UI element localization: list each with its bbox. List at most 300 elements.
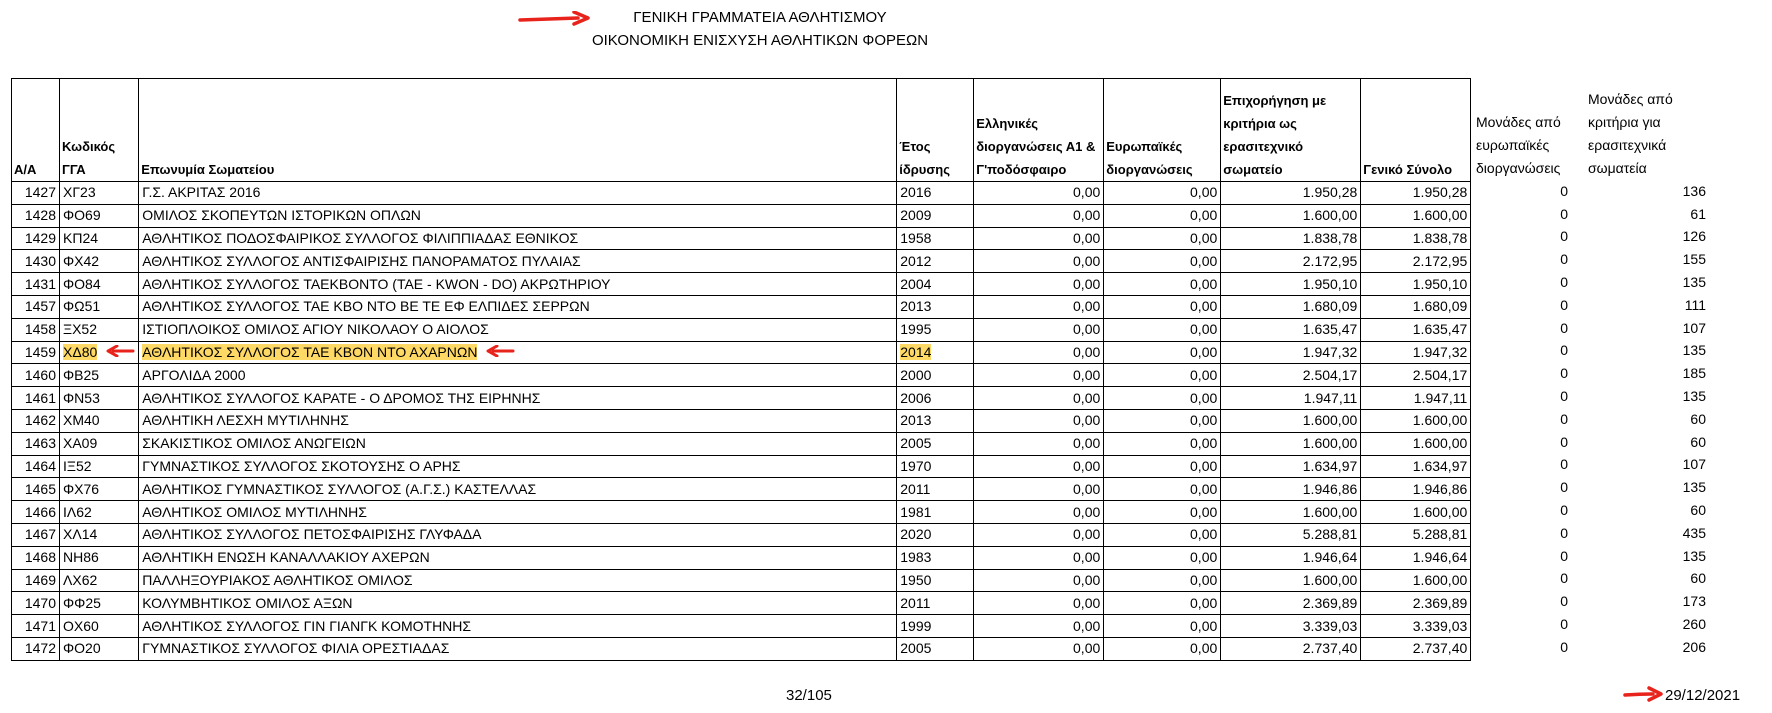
units-row: [1474, 499, 1714, 522]
table-row: [12, 227, 1471, 250]
cell-year: [897, 318, 974, 341]
cell-euro-text: 0,00: [1190, 366, 1218, 383]
cell-aa: [12, 501, 60, 524]
cell-grant-text: 2.172,95: [1302, 252, 1358, 269]
units-row: [1474, 568, 1714, 591]
cell-greek: [974, 387, 1104, 410]
cell-greek: [974, 523, 1104, 546]
cell-name-text: ΑΘΛΗΤΙΚΟΣ ΓΥΜΝΑΣΤΙΚΟΣ ΣΥΛΛΟΓΟΣ (Α.Γ.Σ.) ΚΑΣΤΕΛΛΑΣ: [142, 480, 537, 497]
cell-units-euro: 0: [1560, 547, 1568, 564]
cell-name: [139, 341, 897, 364]
cell-units-amateur: 126: [1682, 228, 1706, 245]
cell-name: [139, 318, 897, 341]
cell-name: [139, 364, 897, 387]
cell-aa: [12, 546, 60, 569]
cell-units-amateur: 60: [1690, 502, 1706, 519]
cell-units-euro: 0: [1560, 319, 1568, 336]
cell-units-amateur: 206: [1682, 638, 1706, 655]
cell-year-text: 1995: [900, 321, 932, 338]
cell-aa-text: 1463: [24, 435, 56, 452]
units-row: [1474, 545, 1714, 568]
cell-name-text: ΑΘΛΗΤΙΚΟΣ ΣΥΛΛΟΓΟΣ ΠΕΤΟΣΦΑΙΡΙΣΗΣ ΓΛΥΦΑΔΑ: [142, 526, 482, 543]
cell-year: [897, 523, 974, 546]
cell-code: [60, 295, 139, 318]
cell-year-text: 2009: [900, 207, 932, 224]
cell-total-text: 1.600,00: [1412, 207, 1468, 224]
cell-name-text: ΑΘΛΗΤΙΚΟΣ ΠΟΔΟΣΦΑΙΡΙΚΟΣ ΣΥΛΛΟΓΟΣ ΦΙΛΙΠΠΙΑΔΑΣ ΕΘΝΙΚΟΣ: [142, 229, 579, 246]
cell-greek-text: 0,00: [1073, 457, 1101, 474]
cell-total: [1361, 204, 1471, 227]
cell-name-text: ΑΘΛΗΤΙΚΟΣ ΣΥΛΛΟΓΟΣ ΤΑΕ ΚΒΟΝ ΝΤΟ ΑΧΑΡΝΩΝ: [142, 343, 478, 360]
cell-units-amateur: 435: [1682, 524, 1706, 541]
cell-grant-text: 2.369,89: [1302, 594, 1358, 611]
cell-aa-text: 1457: [24, 298, 56, 315]
table-row: [12, 387, 1471, 410]
cell-code-text: ΧΓ23: [63, 184, 96, 201]
cell-aa: [12, 387, 60, 410]
cell-code: [60, 432, 139, 455]
cell-units-amateur: 60: [1690, 410, 1706, 427]
cell-units-amateur: 135: [1682, 388, 1706, 405]
cell-aa-text: 1429: [24, 229, 56, 246]
cell-grant: [1221, 341, 1361, 364]
units-row: [1474, 636, 1714, 659]
cell-greek-text: 0,00: [1073, 412, 1101, 429]
cell-name: [139, 250, 897, 273]
cell-euro: [1104, 182, 1221, 205]
units-row: [1474, 340, 1714, 363]
cell-grant: [1221, 273, 1361, 296]
cell-euro-text: 0,00: [1190, 275, 1218, 292]
cell-grant-text: 1.600,00: [1302, 503, 1358, 520]
cell-name-text: ΑΘΛΗΤΙΚΟΣ ΣΥΛΛΟΓΟΣ ΑΝΤΙΣΦΑΙΡΙΣΗΣ ΠΑΝΟΡΑΜΑΤΟΣ ΠΥΛΑΙΑΣ: [142, 252, 581, 269]
cell-aa: [12, 204, 60, 227]
cell-code: [60, 318, 139, 341]
cell-greek-text: 0,00: [1073, 617, 1101, 634]
cell-aa: [12, 523, 60, 546]
cell-euro-text: 0,00: [1190, 184, 1218, 201]
cell-units-euro: 0: [1560, 251, 1568, 268]
cell-euro: [1104, 569, 1221, 592]
cell-aa: [12, 182, 60, 205]
cell-aa-text: 1471: [24, 617, 56, 634]
cell-aa-text: 1462: [24, 412, 56, 429]
cell-code: [60, 204, 139, 227]
cell-code-text: ΟΧ60: [63, 617, 99, 634]
cell-year: [897, 637, 974, 660]
table-row: [12, 523, 1471, 546]
cell-code: [60, 409, 139, 432]
cell-name: [139, 295, 897, 318]
table-row: [12, 295, 1471, 318]
table-row: [12, 637, 1471, 660]
cell-aa-text: 1469: [24, 571, 56, 588]
cell-name: [139, 227, 897, 250]
cell-units-euro: 0: [1560, 342, 1568, 359]
cell-grant-text: 1.838,78: [1302, 229, 1358, 246]
cell-euro: [1104, 387, 1221, 410]
cell-greek-text: 0,00: [1073, 640, 1101, 657]
cell-total-text: 2.504,17: [1412, 366, 1468, 383]
cell-units-amateur: 155: [1682, 251, 1706, 268]
cell-aa: [12, 432, 60, 455]
cell-euro-text: 0,00: [1190, 252, 1218, 269]
cell-code-text: ΛΧ62: [63, 571, 98, 588]
cell-euro: [1104, 227, 1221, 250]
cell-euro-text: 0,00: [1190, 298, 1218, 315]
cell-greek: [974, 432, 1104, 455]
cell-year: [897, 227, 974, 250]
cell-grant-text: 1.950,10: [1302, 275, 1358, 292]
cell-total-text: 1.838,78: [1412, 229, 1468, 246]
cell-greek: [974, 455, 1104, 478]
cell-total: [1361, 569, 1471, 592]
units-body: [1474, 180, 1714, 659]
cell-total-text: 1.946,86: [1412, 480, 1468, 497]
cell-grant: [1221, 409, 1361, 432]
cell-grant-text: 1.946,64: [1302, 549, 1358, 566]
cell-year-text: 2011: [900, 594, 931, 611]
cell-code-text: ΝΗ86: [63, 549, 99, 566]
cell-grant: [1221, 250, 1361, 273]
header-name: Επωνυμία Σωματείου: [139, 79, 897, 182]
cell-greek: [974, 204, 1104, 227]
cell-code: [60, 227, 139, 250]
table-row: [12, 546, 1471, 569]
cell-greek-text: 0,00: [1073, 594, 1101, 611]
cell-name: [139, 592, 897, 615]
cell-euro: [1104, 204, 1221, 227]
cell-code-text: ΦΒ25: [63, 366, 100, 383]
cell-greek-text: 0,00: [1073, 549, 1101, 566]
cell-code: [60, 501, 139, 524]
cell-year: [897, 501, 974, 524]
cell-grant-text: 2.737,40: [1302, 640, 1358, 657]
cell-units-euro: 0: [1560, 593, 1568, 610]
header-units-euro: Μονάδες από ευρωπαϊκές διοργανώσεις: [1476, 114, 1561, 176]
cell-total-text: 1.946,64: [1412, 549, 1468, 566]
cell-euro-text: 0,00: [1190, 321, 1218, 338]
cell-name-text: ΣΚΑΚΙΣΤΙΚΟΣ ΟΜΙΛΟΣ ΑΝΩΓΕΙΩΝ: [142, 435, 366, 452]
header-greek: Ελληνικές διοργανώσεις Α1 & Γ'ποδόσφαιρο: [974, 79, 1104, 182]
cell-greek: [974, 318, 1104, 341]
cell-aa-text: 1465: [24, 480, 56, 497]
cell-grant: [1221, 592, 1361, 615]
cell-greek: [974, 273, 1104, 296]
cell-code: [60, 364, 139, 387]
cell-euro-text: 0,00: [1190, 640, 1218, 657]
cell-units-amateur: 107: [1682, 319, 1706, 336]
cell-units-amateur: 135: [1682, 342, 1706, 359]
cell-euro: [1104, 455, 1221, 478]
cell-name-text: ΓΥΜΝΑΣΤΙΚΟΣ ΣΥΛΛΟΓΟΣ ΦΙΛΙΑ ΟΡΕΣΤΙΑΔΑΣ: [142, 640, 450, 657]
cell-total-text: 1.634,97: [1412, 457, 1468, 474]
cell-code: [60, 455, 139, 478]
cell-aa: [12, 364, 60, 387]
cell-total: [1361, 478, 1471, 501]
cell-name: [139, 637, 897, 660]
cell-units-amateur: 135: [1682, 274, 1706, 291]
cell-code: [60, 592, 139, 615]
cell-greek-text: 0,00: [1073, 298, 1101, 315]
cell-name-text: ΑΘΛΗΤΙΚΗ ΛΕΣΧΗ ΜΥΤΙΛΗΝΗΣ: [142, 412, 349, 429]
cell-total: [1361, 615, 1471, 638]
cell-greek: [974, 592, 1104, 615]
cell-units-euro: 0: [1560, 296, 1568, 313]
cell-name-text: ΠΑΛΛΗΞΟΥΡΙΑΚΟΣ ΑΘΛΗΤΙΚΟΣ ΟΜΙΛΟΣ: [142, 571, 413, 588]
cell-year: [897, 387, 974, 410]
cell-units-euro: 0: [1560, 228, 1568, 245]
cell-units-euro: 0: [1560, 638, 1568, 655]
units-row: [1474, 431, 1714, 454]
cell-total-text: 1.600,00: [1412, 571, 1468, 588]
cell-code-text: ΦΧ76: [63, 480, 100, 497]
arrow-annotation-icon: [485, 342, 515, 363]
cell-euro: [1104, 341, 1221, 364]
header-grant: Επιχορήγηση με κριτήρια ως ερασιτεχνικό σωματείο: [1221, 79, 1361, 182]
cell-aa: [12, 318, 60, 341]
table-header-row: [12, 79, 1471, 182]
cell-name: [139, 455, 897, 478]
units-row: [1474, 590, 1714, 613]
cell-euro-text: 0,00: [1190, 435, 1218, 452]
cell-year-text: 2006: [900, 389, 932, 406]
cell-total: [1361, 250, 1471, 273]
cell-aa: [12, 615, 60, 638]
cell-greek-text: 0,00: [1073, 571, 1101, 588]
cell-greek: [974, 637, 1104, 660]
cell-aa-text: 1470: [24, 594, 56, 611]
cell-code-text: ΦΩ51: [63, 298, 101, 315]
cell-euro-text: 0,00: [1190, 549, 1218, 566]
cell-code: [60, 387, 139, 410]
cell-euro-text: 0,00: [1190, 207, 1218, 224]
cell-name: [139, 409, 897, 432]
cell-euro-text: 0,00: [1190, 457, 1218, 474]
cell-euro: [1104, 432, 1221, 455]
cell-aa-text: 1472: [24, 640, 56, 657]
cell-euro: [1104, 615, 1221, 638]
cell-grant: [1221, 615, 1361, 638]
cell-total: [1361, 501, 1471, 524]
cell-euro: [1104, 364, 1221, 387]
cell-greek-text: 0,00: [1073, 435, 1101, 452]
units-row: [1474, 522, 1714, 545]
cell-units-euro: 0: [1560, 365, 1568, 382]
cell-euro-text: 0,00: [1190, 412, 1218, 429]
cell-euro: [1104, 295, 1221, 318]
cell-euro-text: 0,00: [1190, 343, 1218, 360]
cell-greek: [974, 364, 1104, 387]
cell-code-text: ΧΔ80: [63, 343, 98, 360]
cell-total-text: 1.635,47: [1412, 321, 1468, 338]
cell-greek: [974, 501, 1104, 524]
cell-year: [897, 204, 974, 227]
cell-aa-text: 1458: [24, 321, 56, 338]
cell-name: [139, 523, 897, 546]
cell-euro-text: 0,00: [1190, 571, 1218, 588]
cell-name-text: ΑΘΛΗΤΙΚΟΣ ΣΥΛΛΟΓΟΣ ΓΙΝ ΓΙΑΝΓΚ ΚΟΜΟΤΗΝΗΣ: [142, 617, 472, 634]
cell-year: [897, 478, 974, 501]
cell-grant: [1221, 387, 1361, 410]
document-date: 29/12/2021: [1665, 687, 1741, 704]
cell-grant: [1221, 204, 1361, 227]
cell-aa-text: 1460: [24, 366, 56, 383]
cell-name-text: ΟΜΙΛΟΣ ΣΚΟΠΕΥΤΩΝ ΙΣΤΟΡΙΚΩΝ ΟΠΛΩΝ: [142, 207, 421, 224]
cell-greek: [974, 295, 1104, 318]
table-row: [12, 341, 1471, 364]
page-number: 32/105: [786, 687, 832, 704]
cell-units-amateur: 185: [1682, 365, 1706, 382]
cell-greek-text: 0,00: [1073, 252, 1101, 269]
cell-aa: [12, 341, 60, 364]
table-row: [12, 364, 1471, 387]
cell-euro: [1104, 409, 1221, 432]
units-row: [1474, 248, 1714, 271]
cell-year: [897, 409, 974, 432]
cell-year-text: 2004: [900, 275, 932, 292]
cell-euro: [1104, 592, 1221, 615]
cell-total: [1361, 182, 1471, 205]
cell-grant-text: 1.680,09: [1302, 298, 1358, 315]
units-row: [1474, 613, 1714, 636]
cell-greek-text: 0,00: [1073, 275, 1101, 292]
cell-total: [1361, 546, 1471, 569]
cell-greek: [974, 182, 1104, 205]
cell-greek-text: 0,00: [1073, 526, 1101, 543]
cell-units-amateur: 61: [1690, 205, 1706, 222]
table-row: [12, 569, 1471, 592]
cell-grant: [1221, 546, 1361, 569]
cell-grant: [1221, 432, 1361, 455]
cell-aa: [12, 250, 60, 273]
cell-units-amateur: 173: [1682, 593, 1706, 610]
cell-greek-text: 0,00: [1073, 366, 1101, 383]
cell-year-text: 2016: [900, 184, 932, 201]
cell-total-text: 1.947,32: [1412, 343, 1468, 360]
cell-code-text: ΧΜ40: [63, 412, 100, 429]
cell-total: [1361, 637, 1471, 660]
units-row: [1474, 271, 1714, 294]
units-row: [1474, 203, 1714, 226]
cell-name-text: ΙΣΤΙΟΠΛΟΙΚΟΣ ΟΜΙΛΟΣ ΑΓΙΟΥ ΝΙΚΟΛΑΟΥ Ο ΑΙΟΛΟΣ: [142, 321, 489, 338]
cell-code-text: ΦΧ42: [63, 252, 100, 269]
cell-year-text: 2005: [900, 640, 932, 657]
cell-aa-text: 1459: [24, 343, 56, 360]
cell-name: [139, 204, 897, 227]
cell-code-text: ΦΟ20: [63, 640, 101, 657]
cell-units-euro: 0: [1560, 524, 1568, 541]
header-total: Γενικό Σύνολο: [1361, 79, 1471, 182]
cell-units-euro: 0: [1560, 456, 1568, 473]
cell-code: [60, 569, 139, 592]
units-row: [1474, 408, 1714, 431]
units-row: [1474, 180, 1714, 203]
cell-year-text: 1981: [900, 503, 932, 520]
table-row: [12, 409, 1471, 432]
cell-name: [139, 569, 897, 592]
cell-code: [60, 523, 139, 546]
cell-year-text: 2013: [900, 298, 932, 315]
cell-greek-text: 0,00: [1073, 229, 1101, 246]
cell-euro-text: 0,00: [1190, 526, 1218, 543]
cell-code-text: ΙΛ62: [63, 503, 92, 520]
cell-name-text: ΑΡΓΟΛΙΔΑ 2000: [142, 366, 246, 383]
cell-total-text: 2.369,89: [1412, 594, 1468, 611]
cell-name: [139, 182, 897, 205]
cell-name: [139, 546, 897, 569]
cell-aa-text: 1466: [24, 503, 56, 520]
cell-units-euro: 0: [1560, 205, 1568, 222]
cell-name: [139, 432, 897, 455]
cell-name-text: ΑΘΛΗΤΙΚΟΣ ΣΥΛΛΟΓΟΣ ΤΑΕΚΒΟΝΤΟ (ΤΑΕ - KWON - DO) ΑΚΡΩΤΗΡΙΟΥ: [142, 275, 611, 292]
cell-euro: [1104, 318, 1221, 341]
cell-aa: [12, 295, 60, 318]
cell-greek: [974, 546, 1104, 569]
cell-name: [139, 387, 897, 410]
cell-euro: [1104, 250, 1221, 273]
document-title: ΓΕΝΙΚΗ ΓΡΑΜΜΑΤΕΙΑ ΑΘΛΗΤΙΣΜΟΥ: [633, 9, 887, 26]
cell-name-text: ΓΥΜΝΑΣΤΙΚΟΣ ΣΥΛΛΟΓΟΣ ΣΚΟΤΟΥΣΗΣ Ο ΑΡΗΣ: [142, 457, 461, 474]
cell-euro-text: 0,00: [1190, 503, 1218, 520]
arrow-annotation-icon: [105, 342, 135, 363]
cell-grant: [1221, 478, 1361, 501]
cell-euro-text: 0,00: [1190, 229, 1218, 246]
cell-total-text: 1.600,00: [1412, 435, 1468, 452]
cell-code: [60, 637, 139, 660]
cell-greek: [974, 569, 1104, 592]
cell-greek: [974, 341, 1104, 364]
table-row: [12, 478, 1471, 501]
cell-code-text: ΚΠ24: [63, 229, 99, 246]
cell-year: [897, 273, 974, 296]
cell-grant: [1221, 523, 1361, 546]
arrow-annotation-icon: [1623, 686, 1663, 702]
cell-grant-text: 1.600,00: [1302, 571, 1358, 588]
cell-grant-text: 1.946,86: [1302, 480, 1358, 497]
cell-units-amateur: 260: [1682, 616, 1706, 633]
table-row: [12, 615, 1471, 638]
cell-euro-text: 0,00: [1190, 389, 1218, 406]
cell-total: [1361, 227, 1471, 250]
cell-grant: [1221, 455, 1361, 478]
units-row: [1474, 362, 1714, 385]
cell-grant: [1221, 569, 1361, 592]
cell-grant: [1221, 364, 1361, 387]
cell-year-text: 2020: [900, 526, 932, 543]
cell-euro: [1104, 478, 1221, 501]
cell-code: [60, 615, 139, 638]
table-row: [12, 318, 1471, 341]
cell-greek: [974, 615, 1104, 638]
cell-greek-text: 0,00: [1073, 343, 1101, 360]
cell-units-euro: 0: [1560, 570, 1568, 587]
cell-euro: [1104, 501, 1221, 524]
units-table: [1474, 78, 1714, 659]
cell-aa-text: 1430: [24, 252, 56, 269]
cell-year: [897, 295, 974, 318]
cell-year-text: 1983: [900, 549, 932, 566]
cell-greek-text: 0,00: [1073, 389, 1101, 406]
cell-units-euro: 0: [1560, 616, 1568, 633]
cell-name-text: ΑΘΛΗΤΙΚΟΣ ΣΥΛΛΟΓΟΣ ΚΑΡΑΤΕ - Ο ΔΡΟΜΟΣ ΤΗΣ ΕΙΡΗΝΗΣ: [142, 389, 541, 406]
table-row: [12, 273, 1471, 296]
cell-year-text: 1958: [900, 229, 932, 246]
cell-name: [139, 273, 897, 296]
cell-aa: [12, 409, 60, 432]
cell-greek-text: 0,00: [1073, 321, 1101, 338]
cell-total-text: 1.950,28: [1412, 184, 1468, 201]
